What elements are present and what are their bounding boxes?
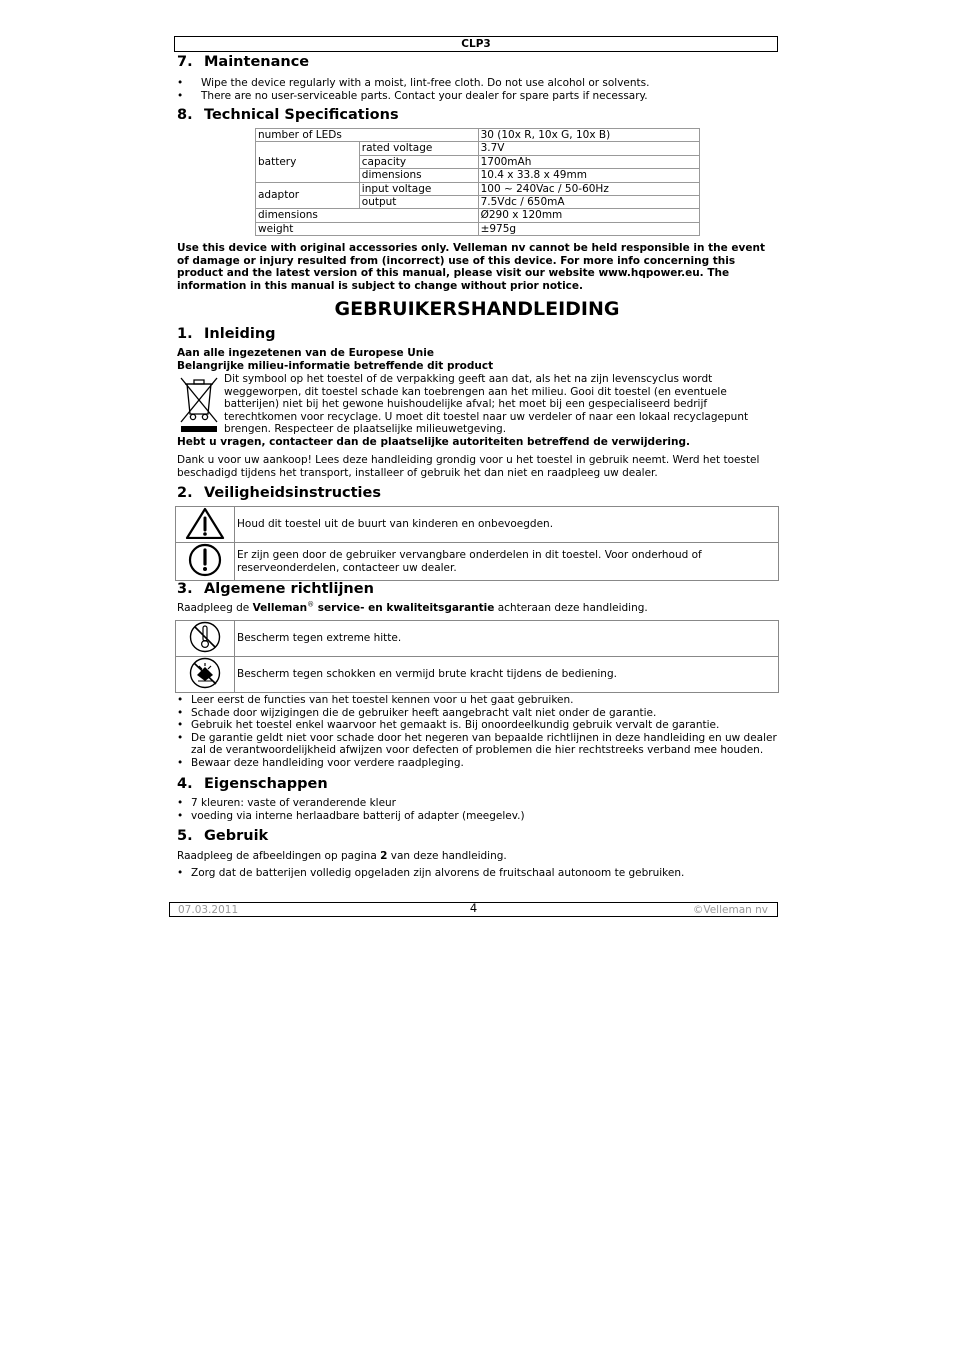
page-number: 4: [469, 901, 478, 915]
page-header: [174, 36, 778, 52]
list-item: • Leer eerst de functies van het toestel kennen voor u het gaat gebruiken.: [177, 694, 777, 707]
safety-text: Er zijn geen door de gebruiker vervangbare onderdelen in dit toestel. Voor onderhoud of reserveonderdelen, contacteer uw dealer.: [235, 543, 779, 581]
table-row: [176, 621, 779, 657]
guidelines-table: [175, 620, 779, 693]
footer-copyright: ©Velleman nv: [692, 904, 768, 916]
footer-date: 07.03.2011: [178, 904, 239, 916]
list-item: • voeding via interne herlaadbare batterij of adapter (meegelev.): [177, 810, 777, 823]
safety-table: [175, 506, 779, 581]
section-heading-inleiding: 1. Inleiding: [177, 326, 276, 342]
safety-text: Houd dit toestel uit de buurt van kinderen en onbevoegden.: [235, 507, 779, 543]
table-row: adaptor input voltage 100 ~ 240Vac / 50-60Hz: [256, 182, 700, 195]
list-item: • Gebruik het toestel enkel waarvoor het gemaakt is. Bij onoordeelkundig gebruik vervalt de garantie.: [177, 719, 777, 732]
list-item: • Zorg dat de batterijen volledig opgeladen zijn alvorens de fruitschaal autonoom te gebruiken.: [177, 867, 777, 880]
table-row: battery rated voltage 3.7V: [256, 142, 700, 155]
guideline-text: Bescherm tegen schokken en vermijd brute kracht tijdens de bediening.: [235, 657, 779, 693]
list-item: • Schade door wijzigingen die de gebruiker heeft aangebracht valt niet onder de garantie.: [177, 707, 777, 720]
guideline-text: Bescherm tegen extreme hitte.: [235, 621, 779, 657]
weee-text: Dit symbool op het toestel of de verpakking geeft aan dat, als het na zijn levenscyclus wordt weggeworpen, dit toestel schade kan toebrengen aan het milieu. Gooi dit toestel (en eventuele batterijen) niet bij het gewone huishoudelijke afval; het moet bij een gespecialiseerd bedrijf terechtkomen voor recyclage. U moet dit toestel naar uw verdeler of naar een lokaal recyclagepunt brengen. Respecteer de plaatselijke milieuwetgeving.: [224, 373, 749, 436]
no-heat-icon: [188, 621, 222, 653]
maintenance-list: [177, 77, 777, 102]
model-code: CLP3: [461, 38, 491, 50]
section-heading-tech-specs: 8. Technical Specifications: [177, 107, 399, 123]
manual-title: GEBRUIKERSHANDLEIDING: [334, 298, 620, 320]
section-heading-gebruik: 5. Gebruik: [177, 828, 269, 844]
section-heading-maintenance: 7. Maintenance: [177, 54, 310, 70]
usage-reference: Raadpleeg de afbeeldingen op pagina 2 van deze handleiding.: [177, 850, 507, 862]
table-row: [176, 657, 779, 693]
thanks-paragraph: Dank u voor uw aankoop! Lees deze handleiding grondig voor u het toestel in gebruik neemt. Werd het toestel beschadigd tijdens het transport, installeer of gebruik het dan niet en raadpleeg uw dealer.: [177, 454, 760, 479]
environment-info-heading: Belangrijke milieu-informatie betreffende dit product: [177, 360, 494, 372]
table-row: dimensions 10.4 x 33.8 x 49mm: [256, 169, 700, 182]
section-heading-eigenschappen: 4. Eigenschappen: [177, 776, 328, 792]
eu-residents-heading: Aan alle ingezetenen van de Europese Unie: [177, 347, 434, 359]
table-row: weight ±975g: [256, 222, 700, 235]
table-row: dimensions Ø290 x 120mm: [256, 209, 700, 222]
disposal-contact-note: Hebt u vragen, contacteer dan de plaatselijke autoriteiten betreffend de verwijdering.: [177, 436, 690, 448]
table-row: [176, 543, 779, 581]
weee-bin-icon: [178, 374, 220, 434]
disclaimer-note: Use this device with original accessories only. Velleman nv cannot be held responsible in the event of damage or injury resulted from (incorrect) use of this device. For more info concerning this product and the latest version of this manual, please visit our website www.hqpower.eu. The information in this manual is subject to change without prior notice.: [177, 242, 765, 292]
table-row: [176, 507, 779, 543]
exclamation-circle-icon: [187, 543, 223, 577]
guidelines-list: [177, 694, 777, 770]
features-list: [177, 797, 777, 822]
warranty-reference: Raadpleeg de Velleman® service- en kwaliteitsgarantie achteraan deze handleiding.: [177, 600, 648, 614]
table-row: output 7.5Vdc / 650mA: [256, 196, 700, 209]
warning-triangle-icon: [185, 507, 225, 539]
list-item: • De garantie geldt niet voor schade door het negeren van bepaalde richtlijnen in deze handleiding en uw dealer zal de verantwoordelijkheid afwijzen voor defecten of problemen die hier rechtstreeks verband mee houden.: [177, 732, 777, 757]
usage-list: [177, 867, 777, 880]
list-item: • There are no user-serviceable parts. Contact your dealer for spare parts if necessary.: [177, 90, 777, 103]
table-row: number of LEDs 30 (10x R, 10x G, 10x B): [256, 129, 700, 142]
section-heading-algemeen: 3. Algemene richtlijnen: [177, 581, 374, 597]
no-shock-icon: [188, 657, 222, 689]
section-heading-veiligheid: 2. Veiligheidsinstructies: [177, 485, 381, 501]
page-footer: [169, 902, 778, 917]
list-item: • 7 kleuren: vaste of veranderende kleur: [177, 797, 777, 810]
spec-table: [255, 128, 700, 236]
table-row: capacity 1700mAh: [256, 155, 700, 168]
list-item: • Bewaar deze handleiding voor verdere raadpleging.: [177, 757, 777, 770]
list-item: • Wipe the device regularly with a moist, lint-free cloth. Do not use alcohol or solvents.: [177, 77, 777, 90]
